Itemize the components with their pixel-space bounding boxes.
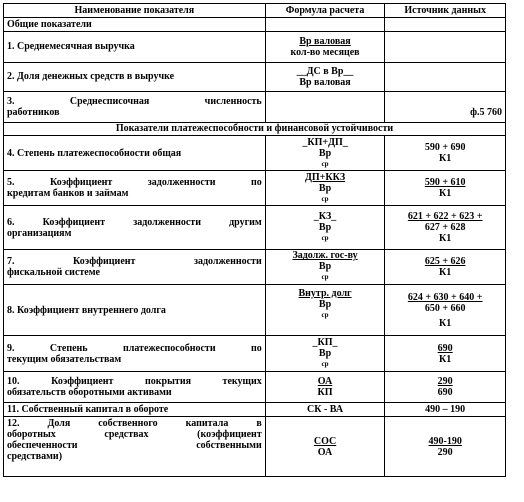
formula-cell (265, 31, 385, 62)
row-name-line: текущим обязательствам (7, 353, 122, 365)
section-title-general: Общие показатели (4, 18, 266, 31)
row-name-line: оборотных средствах (коэффициент (7, 429, 262, 440)
source-numerator: 490-190 (428, 435, 462, 447)
table-row (4, 402, 506, 416)
source-cell (385, 284, 506, 336)
formula-denominator: Вр ср (318, 147, 332, 168)
row-name (4, 417, 266, 477)
source-numerator: 624 + 630 + 640 + (407, 291, 483, 303)
formula-cell (265, 136, 385, 171)
formula-numerator: _КП_ (312, 337, 338, 349)
row-name: 8. Коэффициент внутреннего долга (4, 284, 266, 336)
header-data-source: Источник данных (385, 4, 506, 18)
formula-cell (265, 62, 385, 91)
formula-numerator: _КЗ_ (313, 211, 337, 223)
formula-cell (265, 371, 385, 402)
formula-denominator: Вр ср (318, 222, 332, 243)
formula-numerator: Вр валовая (299, 35, 351, 47)
row-name (4, 206, 266, 249)
table-row (4, 284, 506, 336)
row-name-line: фискальной системе (7, 266, 100, 278)
table-header-row (4, 4, 506, 18)
row-name (4, 171, 266, 206)
formula-denominator: ОА (317, 446, 333, 458)
formula-cell (265, 249, 385, 284)
source-denominator: 290 (437, 446, 453, 458)
formula-numerator: _КП+ДП_ (302, 136, 348, 148)
source-numerator: 590 + 690 (424, 142, 466, 154)
row-name-line: 12. Доля собственного капитала в (7, 418, 262, 429)
source-numerator-cont: 627 + 628 (424, 222, 466, 234)
source-cell (385, 417, 506, 477)
formula-cell: СК - ВА (265, 402, 385, 416)
row-name-line: 5. Коэффициент задолженности по (7, 177, 262, 189)
source-denominator: К1 (439, 317, 452, 329)
source-denominator: 690 (437, 386, 453, 398)
source-cell (385, 336, 506, 371)
source-numerator: 590 + 610 (424, 177, 466, 189)
formula-numerator: ДП+ККЗ (304, 171, 346, 183)
formula-numerator: Внутр. долг (298, 287, 352, 299)
table-row (4, 206, 506, 249)
formula-cell (265, 206, 385, 249)
row-name: 1. Среднемесячная выручка (4, 31, 266, 62)
row-name-line: работников (7, 106, 60, 118)
row-name-line: 3. Среднесписочная численность (7, 95, 262, 107)
indicator-table (3, 3, 506, 477)
source-cell (385, 31, 506, 62)
row-name-line: 6. Коэффициент задолженности другим (7, 216, 262, 228)
row-name-line: 9. Степень платежеспособности по (7, 342, 262, 354)
row-name-line: организациям (7, 227, 72, 239)
formula-numerator: Задолж. гос-ву (292, 250, 358, 262)
row-name: 4. Степень платежеспособности общая (4, 136, 266, 171)
source-numerator: 621 + 622 + 623 + (407, 211, 483, 223)
source-denominator: К1 (439, 188, 452, 200)
row-name (4, 249, 266, 284)
row-name (4, 91, 266, 122)
header-indicator-name: Наименование показателя (4, 4, 266, 18)
source-denominator: К1 (439, 233, 452, 245)
formula-numerator: __ДС в Вр__ (296, 65, 354, 77)
source-cell: ф.5 760 (385, 91, 506, 122)
table-row (4, 31, 506, 62)
source-cell (385, 171, 506, 206)
section-row-solvency (4, 122, 506, 135)
row-name-line: обеспеченности собственными (7, 440, 262, 451)
section-title-solvency: Показатели платежеспособности и финансовой устойчивости (4, 122, 506, 135)
row-name: 11. Собственный капитал в обороте (4, 402, 266, 416)
row-name (4, 371, 266, 402)
table-row (4, 62, 506, 91)
formula-denominator: Вр ср (318, 298, 332, 319)
formula-denominator: КП (317, 386, 333, 398)
source-cell (385, 371, 506, 402)
row-name: 2. Доля денежных средств в выручке (4, 62, 266, 91)
table-row (4, 136, 506, 171)
row-name-line: обязательств оборотными активами (7, 386, 172, 398)
table-row (4, 171, 506, 206)
source-cell (385, 249, 506, 284)
formula-denominator: кол-во месяцев (290, 46, 360, 58)
table-row (4, 249, 506, 284)
source-cell (385, 206, 506, 249)
formula-cell (265, 171, 385, 206)
row-name-line: кредитам банков и займам (7, 188, 129, 200)
source-cell: 490 – 190 (385, 402, 506, 416)
table-row (4, 417, 506, 477)
row-name-line: 7. Коэффициент задолженности (7, 255, 262, 267)
source-numerator: 690 (437, 342, 453, 354)
source-denominator: К1 (439, 153, 452, 165)
source-numerator: 290 (437, 375, 453, 387)
formula-denominator: Вр ср (318, 261, 332, 282)
formula-denominator: Вр валовая (299, 76, 351, 88)
source-cell (385, 136, 506, 171)
row-name-line: средствами) (7, 451, 63, 462)
row-name (4, 336, 266, 371)
formula-numerator: ОА (317, 375, 333, 387)
formula-denominator: Вр ср (318, 182, 332, 203)
formula-numerator: СОС (313, 435, 337, 447)
source-numerator-cont: 650 + 660 (424, 302, 466, 314)
formula-cell (265, 336, 385, 371)
formula-cell (265, 417, 385, 477)
section-row-general (4, 18, 506, 31)
row-name-line: 10. Коэффициент покрытия текущих (7, 375, 262, 387)
table-row (4, 336, 506, 371)
source-numerator: 625 + 626 (424, 255, 466, 267)
header-formula: Формула расчета (265, 4, 385, 18)
formula-denominator: Вр ср (318, 348, 332, 369)
source-denominator: К1 (439, 266, 452, 278)
table-row (4, 91, 506, 122)
table-row (4, 371, 506, 402)
formula-cell (265, 284, 385, 336)
source-denominator: К1 (439, 353, 452, 365)
